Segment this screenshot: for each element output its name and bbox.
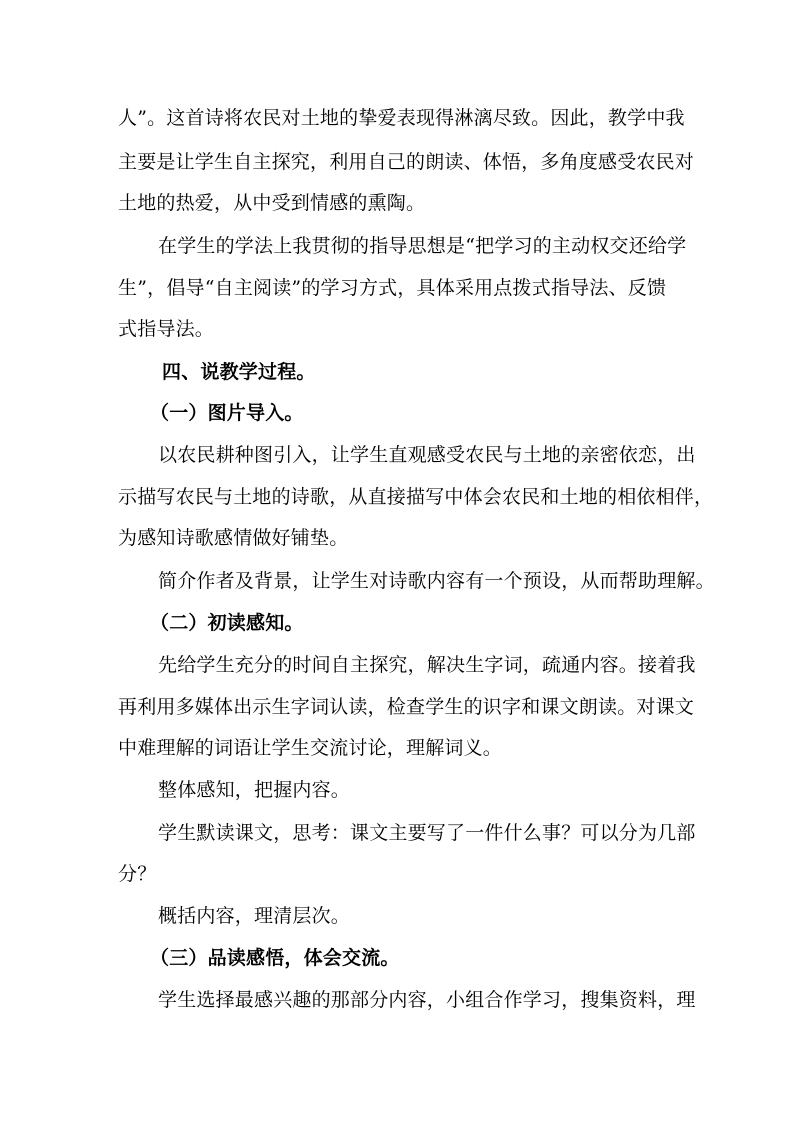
section-heading: 四、说教学过程。 [162,361,316,383]
text-line: 概括内容，理清层次。 [158,905,351,927]
text-line: 土地的热爱，从中受到情感的熏陶。 [118,192,426,214]
text-line: 在学生的学法上我贯彻的指导思想是“把学习的主动权交还给学 [158,235,687,257]
text-line: 先给学生充分的时间自主探究，解决生字词，疏通内容。接着我 [158,654,696,676]
text-line: 中难理解的词语让学生交流讨论，理解词义。 [118,737,503,759]
text-line: 以农民耕种图引入，让学生直观感受农民与土地的亲密依恋，出 [158,444,696,466]
text-line: 学生默读课文，思考：课文主要写了一件什么事？可以分为几部 [158,822,696,844]
text-line: 生”，倡导“自主阅读”的学习方式，具体采用点拨式指导法、反馈 [118,277,667,299]
subsection-heading: （一）图片导入。 [150,402,304,424]
text-line: 整体感知，把握内容。 [158,779,351,801]
text-line: 人”。这首诗将农民对土地的挚爱表现得淋漓尽致。因此，教学中我 [118,107,685,129]
text-line: 简介作者及背景，让学生对诗歌内容有一个预设，从而帮助理解。 [158,570,715,592]
text-line: 学生选择最感兴趣的那部分内容，小组合作学习，搜集资料，理 [158,989,696,1011]
text-line: 再利用多媒体出示生字词认读，检查学生的识字和课文朗读。对课文 [118,696,695,718]
text-line: 式指导法。 [118,318,215,340]
subsection-heading: （三）品读感悟，体会交流。 [150,947,400,969]
text-line: 示描写农民与土地的诗歌，从直接描写中体会农民和土地的相依相伴， [118,486,714,508]
text-line: 为感知诗歌感情做好铺垫。 [118,527,349,549]
text-line: 分？ [118,863,157,885]
text-line: 主要是让学生自主探究，利用自己的朗读、体悟，多角度感受农民对 [118,151,695,173]
subsection-heading: （二）初读感知。 [150,612,304,634]
